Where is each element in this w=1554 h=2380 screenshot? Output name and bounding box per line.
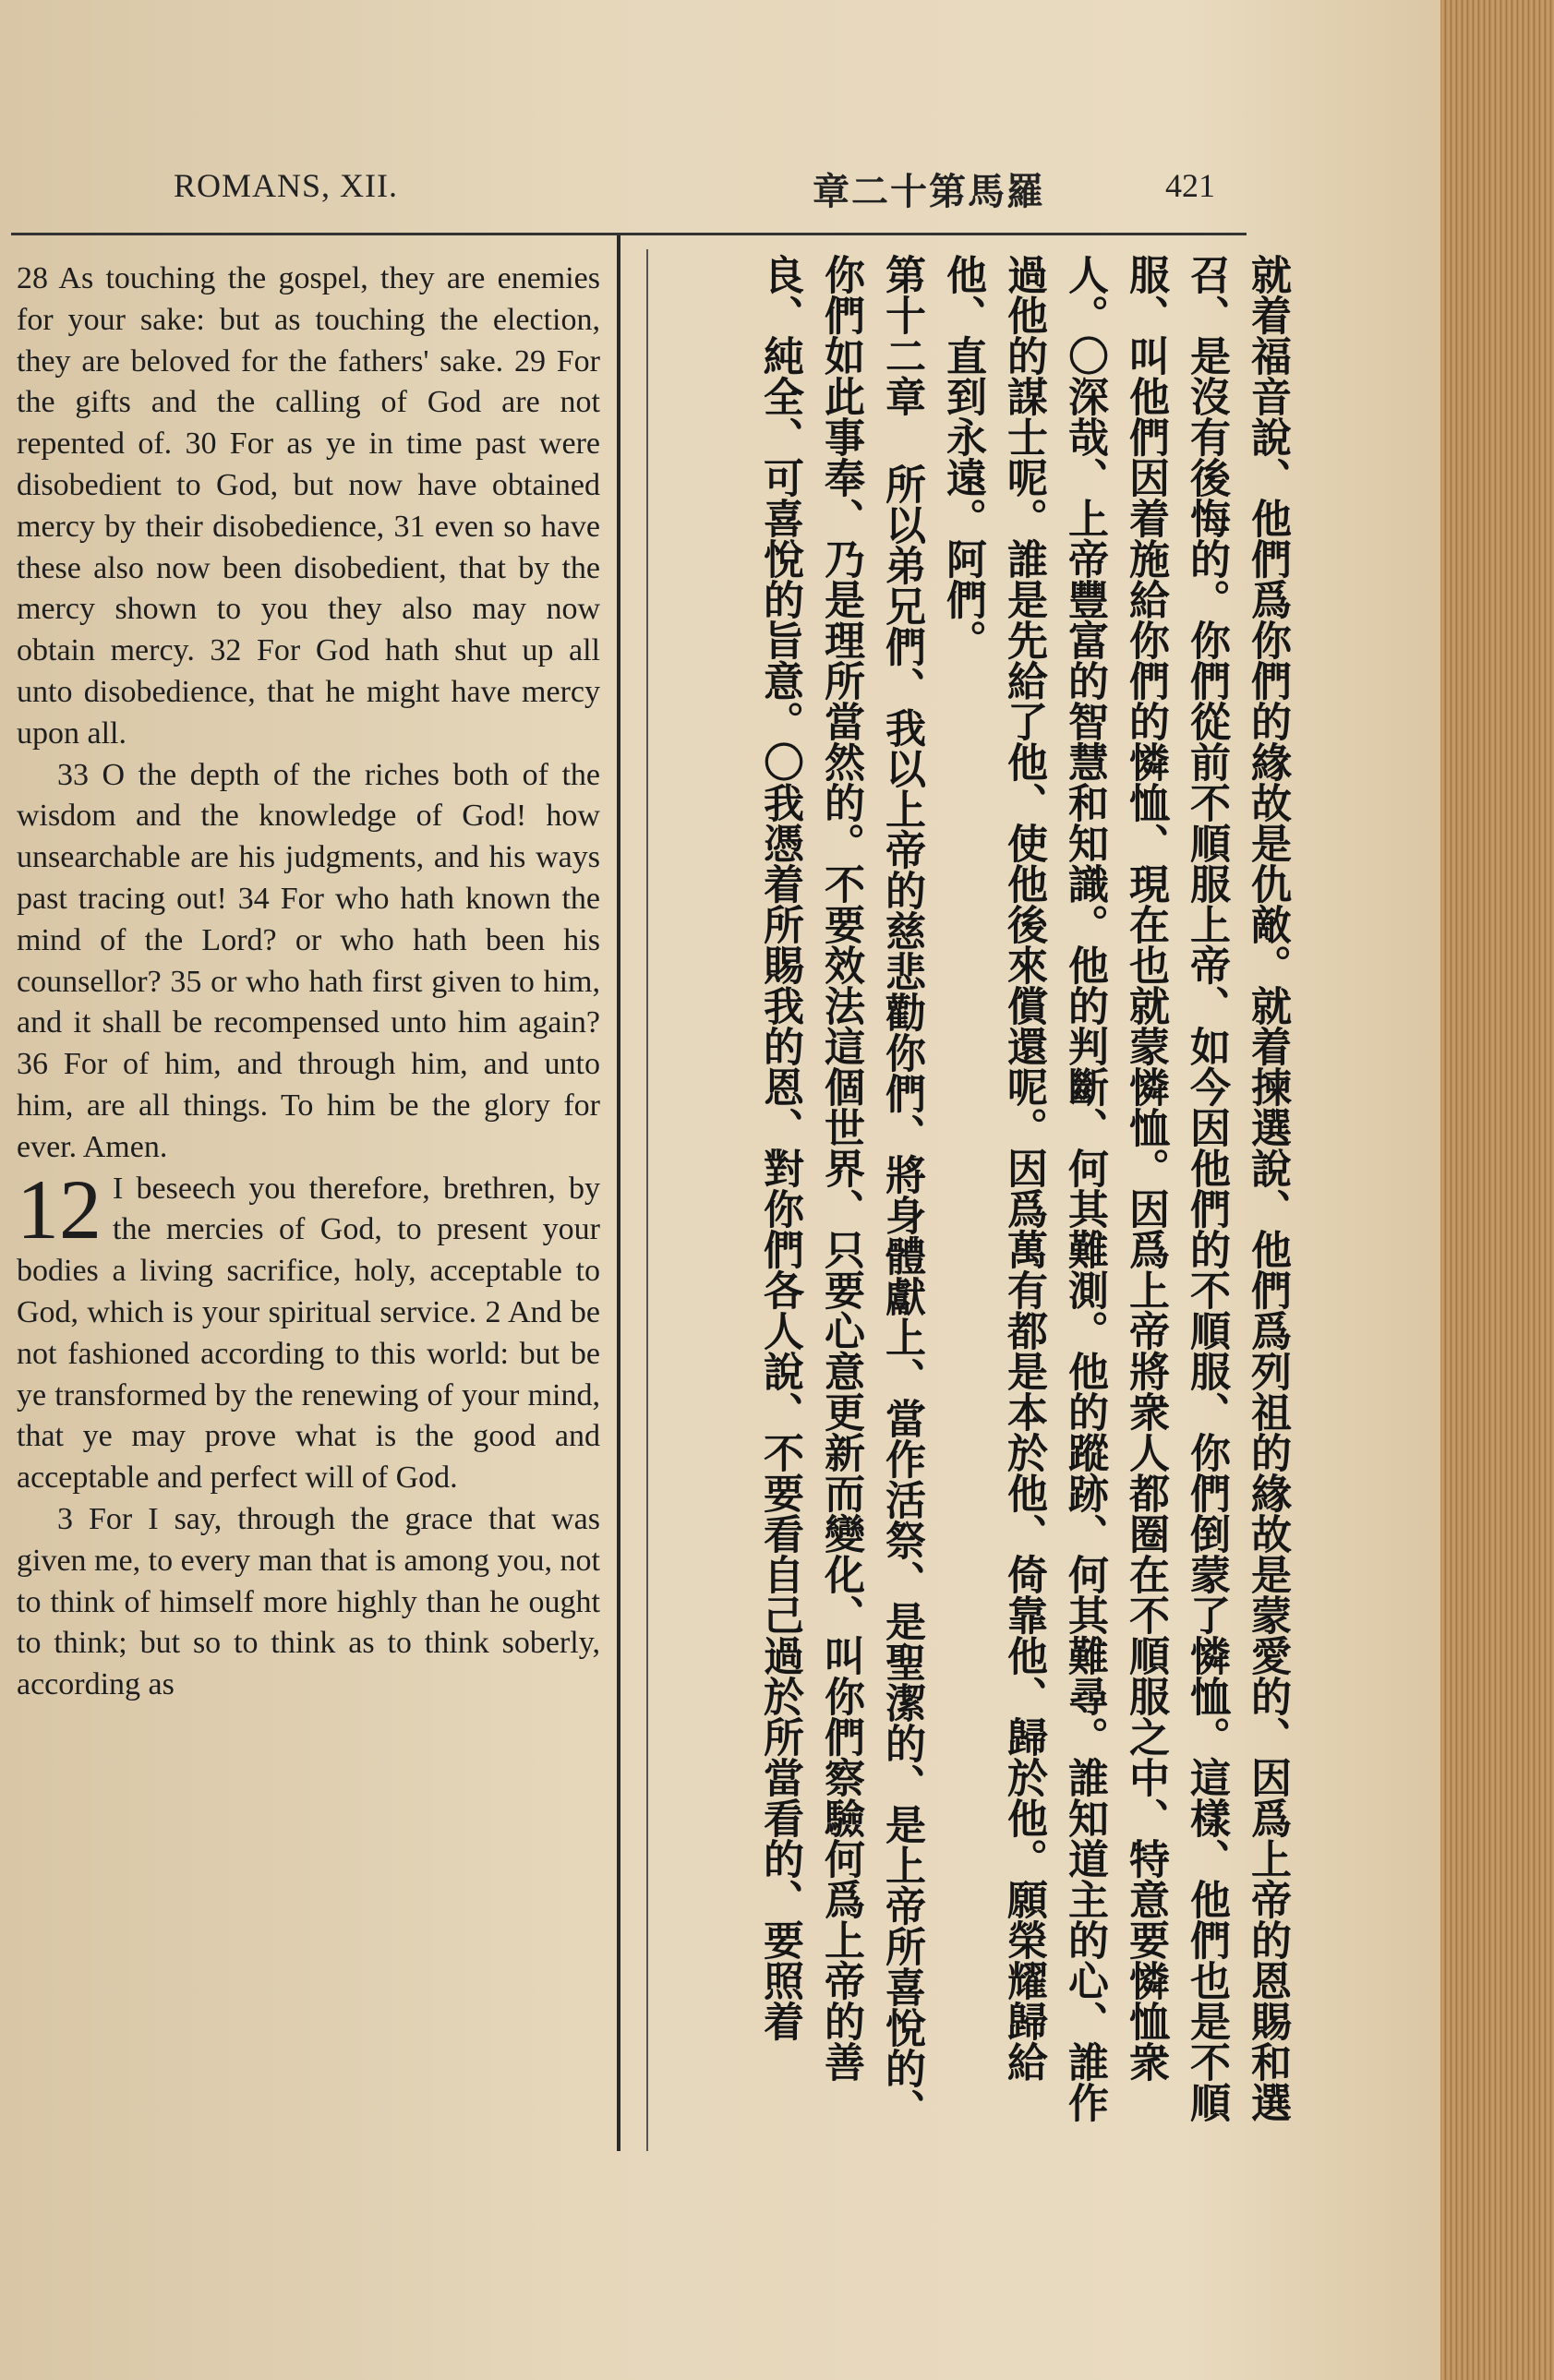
page-number: 421	[1165, 167, 1215, 204]
chapter-text: I beseech you therefore, brethren, by the mercies of God, to present your bodies a living sacrifice, holy, acceptable to God, which is your spiritual service. 2 And be not fashioned according to this world: but be ye transformed by the renewing of your mind, that ye may prove what is the good and acceptable and perfect will of God.	[17, 1171, 600, 1496]
page-edges	[1440, 0, 1554, 2380]
english-paragraph: 33 O the depth of the riches both of the wisdom and the knowledge of God! how unsearchable are his judgments, and his ways past tracing out! 34 For who hath known the mind of the Lord? or who hath been his counsellor? 35 or who hath first given to him, and it shall be recompensed unto him again? 36 For of him, and through him, and unto him, are all things. To him be the glory for ever. Amen.	[17, 757, 600, 1164]
column-divider	[617, 235, 620, 2151]
chapter-paragraph	[17, 1161, 600, 1499]
running-title-chinese: 羅馬第十二章	[813, 171, 1045, 213]
english-paragraph: 28 As touching the gospel, they are enemies for your sake: but as touching the election, they are beloved for the fathers' sake. 29 For the gifts and the calling of God are not repented of. 30 For as ye in time past were disobedient to God, but now have obtained mercy by their disobedience, 31 even so have these also now been disobedient, that by the mercy shown to you they also may now obtain mercy. 32 For God hath shut up all unto disobedience, that he might have mercy upon all.	[17, 261, 600, 751]
chinese-column	[651, 254, 1297, 2146]
page-header	[0, 166, 1293, 212]
english-column	[17, 258, 600, 1706]
header-rule	[11, 233, 1247, 235]
chinese-text-block: 就着福音說、他們爲你們的緣故是仇敵。就着揀選說、他們爲列祖的緣故是蒙愛的、因爲上帝的恩賜和選召、是沒有後悔的。你們從前不順服上帝、如今因他們的不順服、你們倒蒙了憐恤。這樣、他們也是不順服、叫他們因着施給你們的憐恤、現在也就蒙憐恤。因爲上帝將衆人都圈在不順服之中、特意要憐恤衆人。〇深哉、上帝豐富的智慧和知識。他的判斷、何其難測。他的蹤跡、何其難尋。誰知道主的心、誰作過他的謀士呢。誰是先給了他、使他後來償還呢。因爲萬有都是本於他、倚靠他、歸於他。願榮耀歸給他、直到永遠。阿們。	[939, 254, 1291, 2122]
running-title-english: ROMANS, XII.	[174, 167, 399, 204]
chinese-text-block: 第十二章 所以弟兄們、我以上帝的慈悲勸你們、將身體獻上、當作活祭、是聖潔的、是上帝所喜悅的、你們如此事奉、乃是理所當然的。不要效法這個世界、只要心意更新而變化、叫你們察驗何爲上帝的善良、純全、可喜悅的旨意。〇我憑着所賜我的恩、對你們各人說、不要看自己過於所當看的、要照着	[756, 254, 925, 2129]
chapter-number: 12	[17, 1161, 102, 1256]
english-paragraph: 3 For I say, through the grace that was given me, to every man that is among you, not to think of himself more highly than he ought to think; but so to think as to think soberly, according as	[17, 1501, 600, 1702]
column-divider-thin	[646, 249, 648, 2151]
